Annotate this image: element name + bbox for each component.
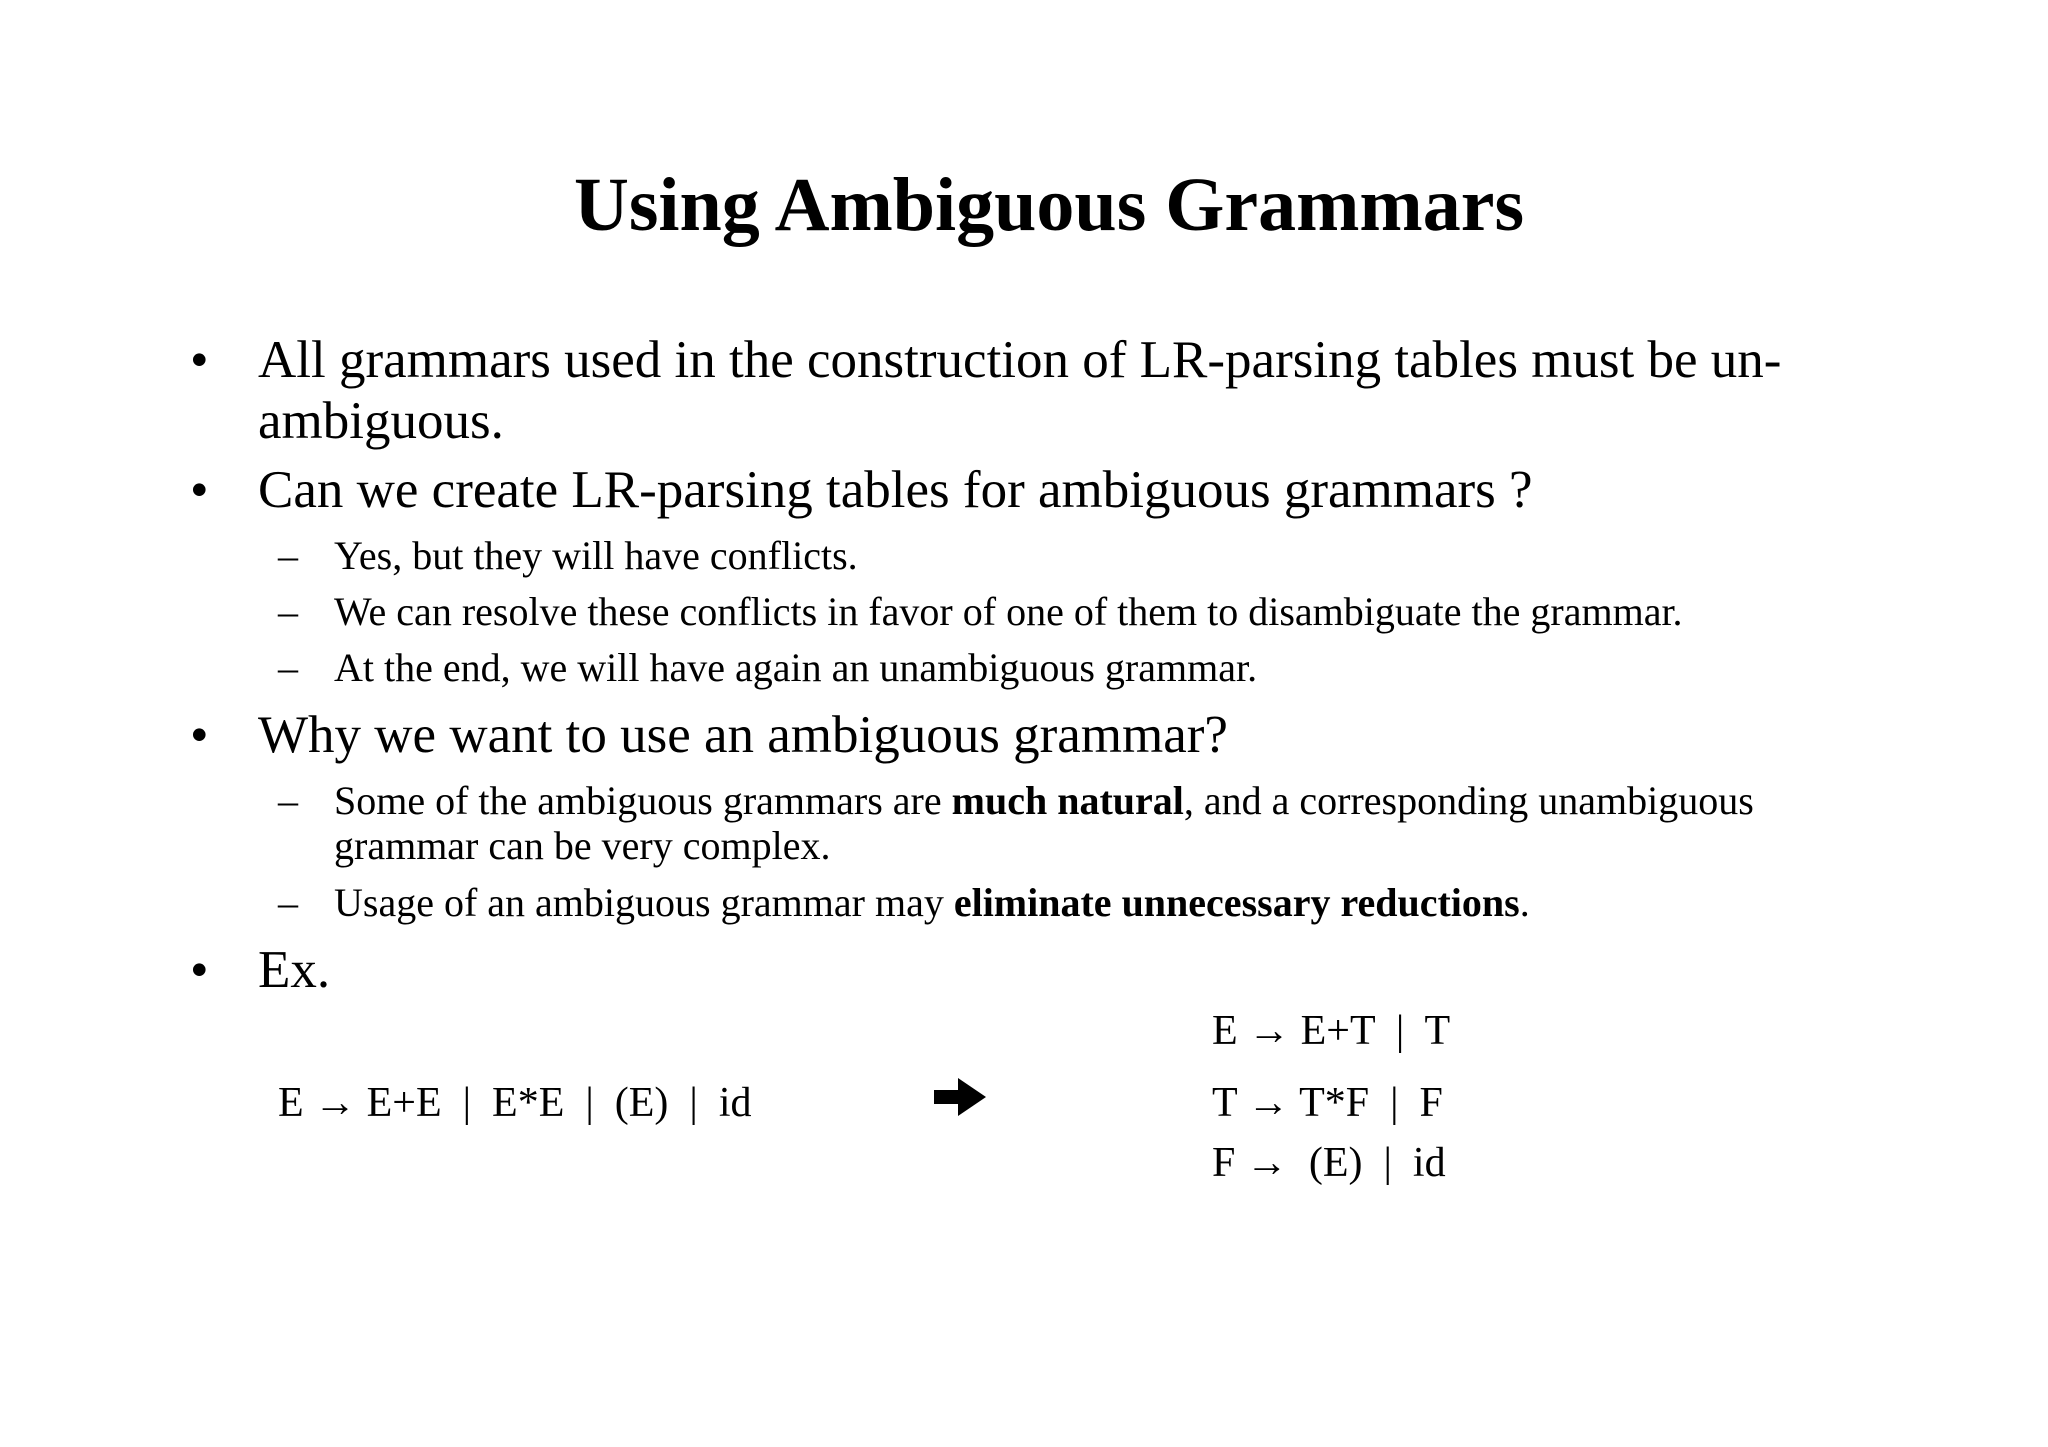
bullet-icon: • xyxy=(190,331,209,389)
sub-bullet-text: We can resolve these conflicts in favor of one of them to disambiguate the grammar. xyxy=(334,589,1683,634)
unambiguous-grammar-rule: F → (E) | id xyxy=(1212,1140,1446,1186)
bullet-text: All grammars used in the construction of LR-parsing tables must be un-ambiguous. xyxy=(258,331,1782,450)
dash-icon: – xyxy=(278,645,298,690)
unambiguous-grammar-rule: T → T*F | F xyxy=(1212,1080,1443,1126)
sub-bullet-text: Some of the ambiguous grammars are much natural, and a corresponding unambiguous grammar can be very complex. xyxy=(334,778,1754,868)
bullet-text: Can we create LR-parsing tables for ambiguous grammars ? xyxy=(258,461,1533,519)
bold-right-arrow-icon xyxy=(928,1072,992,1122)
dash-icon: – xyxy=(278,533,298,578)
sub-bullet-text: Yes, but they will have conflicts. xyxy=(334,533,858,578)
bullet-text: Ex. xyxy=(258,941,331,999)
dash-icon: – xyxy=(278,589,298,634)
unambiguous-grammar-rule: E → E+T | T xyxy=(1212,1008,1451,1054)
emphasis-text: much natural xyxy=(951,778,1184,823)
ambiguous-grammar: E → E+E | E*E | (E) | id xyxy=(278,1080,752,1126)
bullet-text: Why we want to use an ambiguous grammar? xyxy=(258,706,1228,764)
bullet-icon: • xyxy=(190,461,209,519)
sub-bullet-text: At the end, we will have again an unambiguous grammar. xyxy=(334,645,1258,690)
slide-title: Using Ambiguous Grammars xyxy=(573,163,1525,247)
bullet-icon: • xyxy=(190,706,209,764)
sub-bullet-text: Usage of an ambiguous grammar may eliminate unnecessary reductions. xyxy=(334,880,1530,925)
dash-icon: – xyxy=(278,880,298,925)
emphasis-text: eliminate unnecessary reductions xyxy=(953,880,1520,925)
bullet-icon: • xyxy=(190,941,209,999)
dash-icon: – xyxy=(278,778,298,823)
